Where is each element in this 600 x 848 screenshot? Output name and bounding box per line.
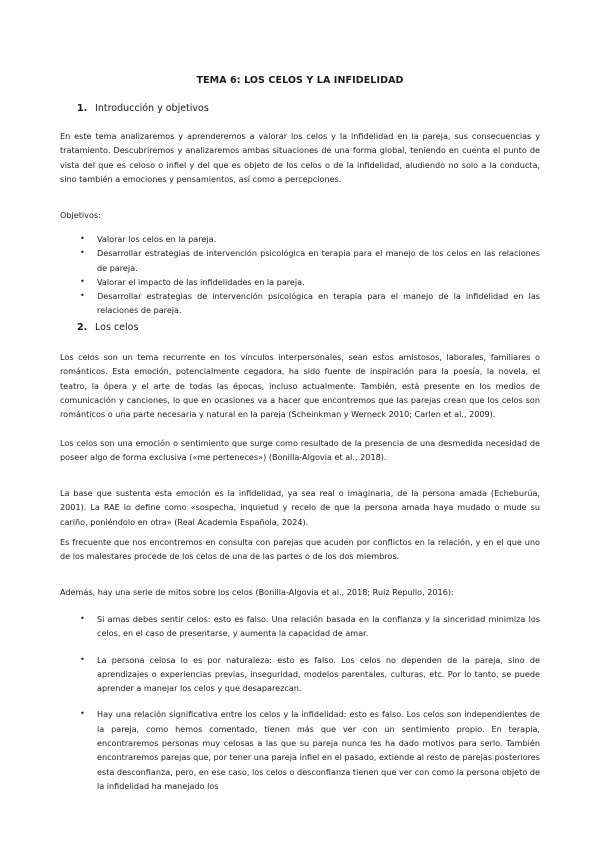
objectives-list: [97, 232, 540, 318]
section-number: 1.: [77, 103, 88, 114]
list-item: • Desarrollar estrategias de intervención psicológica en terapia para el manejo de la infidelidad en las relaciones de pareja.: [97, 289, 540, 318]
myths-list: [97, 612, 540, 805]
list-item: • Valorar el impacto de las infidelidades en la pareja.: [97, 275, 540, 289]
paragraph: Además, hay una serie de mitos sobre los celos (Bonilla-Algovia et al., 2018; Ruiz Repullo, 2016):: [60, 587, 454, 597]
page-title: TEMA 6: LOS CELOS Y LA INFIDELIDAD: [196, 75, 404, 86]
section-number: 2.: [77, 322, 88, 333]
section-title: Los celos: [95, 322, 139, 333]
list-item: • La persona celosa lo es por naturaleza: esto es falso. Los celos no dependen de la pareja, sino de aprendizajes o experiencias previas, inseguridad, modelos parentales, culturas, etc. Por lo tanto, se puede aprender a manejar los celos y que desaparezcan.: [97, 653, 540, 696]
list-item: • Valorar los celos en la pareja.: [97, 232, 540, 246]
paragraph: La base que sustenta esta emoción es la infidelidad, ya sea real o imaginaria, de la persona amada (Echeburúa, 2001). La RAE lo define como «sospecha, inquietud y recelo de que la persona amada haya mudado o mude su cariño, poniéndolo en otra» (Real Academia Española, 2024).: [60, 488, 540, 527]
paragraph: Los celos son una emoción o sentimiento que surge como resultado de la presencia de una desmedida necesidad de poseer algo de forma exclusiva («me perteneces») (Bonilla-Algovia et al., 2018).: [60, 438, 540, 463]
paragraph: Es frecuente que nos encontremos en consulta con parejas que acuden por conflictos en la relación, y en el que uno de los malestares procede de los celos de una de las partes o de los dos miembros.: [60, 537, 540, 562]
list-item: • Si amas debes sentir celos: esto es falso. Una relación basada en la confianza y la sinceridad minimiza los celos, en el caso de presentarse, y aumenta la capacidad de amar.: [97, 612, 540, 641]
section-title: Introducción y objetivos: [95, 103, 209, 114]
paragraph: Los celos son un tema recurrente en los vínculos interpersonales, sean estos amistosos, laborales, familiares o románticos. Esta emoción, potencialmente cegadora, ha sido fuente de inspiración para la poesía, la novela, el teatro, la ópera y el arte de todas las épocas, incluso actualmente. También, está presente en los medios de comunicación y canciones, lo que en ocasiones va a hacer que encontremos que las parejas crean que los celos son románticos o una parte necesaria y natural en la pareja (Scheinkman y Werneck 2010; Carlen et al., 2009).: [60, 352, 540, 420]
section-heading-1: [77, 103, 209, 114]
section-heading-2: [77, 322, 138, 333]
intro-paragraph: En este tema analizaremos y aprenderemos a valorar los celos y la infidelidad en la pareja, sus consecuencias y tratamiento. Descubriremos y analizaremos ambas situaciones de una forma global, teniendo en cuenta el punto de vista del que es celoso o infiel y del que es objeto de los celos o de la infidelidad, aludiendo no solo a la conducta, sino también a emociones y pensamientos, así como a percepciones.: [60, 131, 540, 184]
objectives-label: Objetivos:: [60, 210, 101, 220]
list-item: • Hay una relación significativa entre los celos y la infidelidad: esto es falso. Los celos son independientes de la pareja, como hemos comentado, tienen más que ver con un sentimiento propio. En terapia, encontraremos personas muy celosas a las que su pareja nunca les ha dado motivos para serlo. También encontraremos parejas que, por tener una pareja infiel en el pasado, extiende al resto de parejas posteriores esta desconfianza, pero, en ese caso, los celos o desconfianza tienen que ver con como la persona objeto de la infidelidad ha manejado los: [97, 707, 540, 793]
list-item: • Desarrollar estrategias de intervención psicológica en terapia para el manejo de los celos en las relaciones de pareja.: [97, 246, 540, 275]
